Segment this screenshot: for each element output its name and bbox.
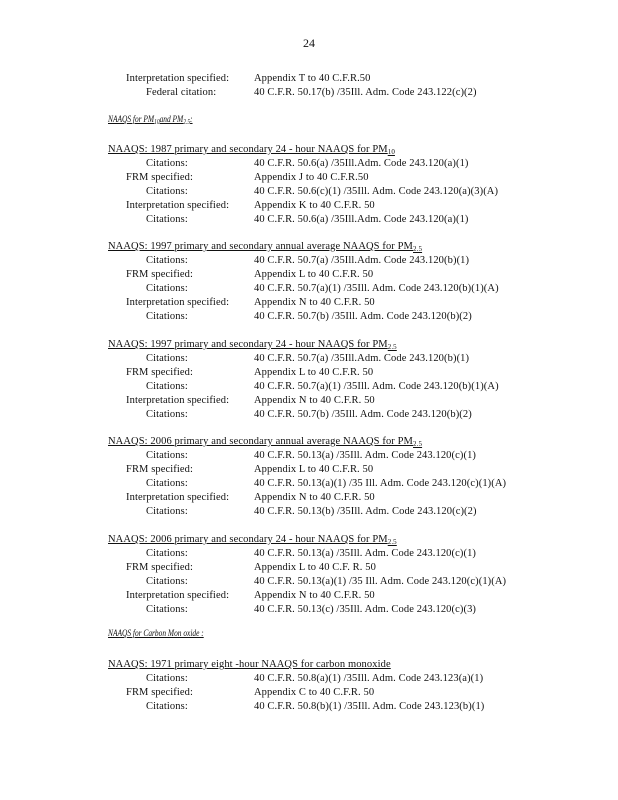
row-label: Citations: [146,576,188,587]
row-value: 40 C.F.R. 50.7(a)(1) /35Ill. Adm. Code 243.120(b)(1)(A) [254,381,499,392]
row-label: FRM specified: [126,269,194,280]
row-value: 40 C.F.R. 50.6(a) /35Ill.Adm. Code 243.120(a)(1) [254,214,469,225]
row-label: Citations: [146,255,188,266]
row-value: Appendix N to 40 C.F.R. 50 [254,590,375,601]
row-value: Appendix L to 40 C.F.R. 50 [254,464,374,475]
row-value: 40 C.F.R. 50.13(c) /35Ill. Adm. Code 243.120(c)(3) [254,604,477,615]
row-label: Citations: [146,214,188,225]
row-value: Appendix L to 40 C.F.R. 50 [254,367,374,378]
row-value: 40 C.F.R. 50.6(c)(1) /35Ill. Adm. Code 243.120(a)(3)(A) [254,186,499,197]
section-heading-co: NAAQS for Carbon Mon oxide : [108,629,204,639]
section-heading-pm-sub2: 2.5 [183,118,191,126]
row-value: 40 C.F.R. 50.13(a)(1) /35 Ill. Adm. Code 243.120(c)(1)(A) [254,576,507,587]
row-label: Interpretation specified: [126,200,230,211]
row-label: Citations: [146,673,188,684]
row-value: 40 C.F.R. 50.7(a) /35Ill.Adm. Code 243.120(b)(1) [254,255,470,266]
row-value: 40 C.F.R. 50.13(b) /35Ill. Adm. Code 243.120(c)(2) [254,506,477,517]
naaqs-heading-text: NAAQS: 1997 primary and secondary annual average NAAQS for PM [108,241,413,252]
row-label: Interpretation specified: [126,590,230,601]
top-federal-value: 40 C.F.R. 50.17(b) /35Ill. Adm. Code 243.122(c)(2) [254,87,477,98]
naaqs-heading-subscript: 2.5 [413,245,423,253]
naaqs-heading-subscript: 2.5 [413,440,423,448]
row-label: Interpretation specified: [126,492,230,503]
row-label: Citations: [146,353,188,364]
naaqs-heading-text: NAAQS: 1997 primary and secondary 24 - hour NAAQS for PM [108,339,388,350]
row-value: Appendix J to 40 C.F.R.50 [254,172,369,183]
row-label: Citations: [146,186,188,197]
section-heading-pm-end: : [190,115,193,125]
row-value: 40 C.F.R. 50.6(a) /35Ill.Adm. Code 243.120(a)(1) [254,158,469,169]
row-label: Citations: [146,381,188,392]
row-value: 40 C.F.R. 50.7(a)(1) /35Ill. Adm. Code 243.120(b)(1)(A) [254,283,499,294]
row-label: Interpretation specified: [126,395,230,406]
naaqs-heading-subscript: 2.5 [387,538,397,546]
row-label: Citations: [146,701,188,712]
top-federal-label: Federal citation: [146,87,217,98]
row-value: 40 C.F.R. 50.7(b) /35Ill. Adm. Code 243.120(b)(2) [254,311,472,322]
naaqs-heading-subscript: 2.5 [387,343,397,351]
row-label: Citations: [146,450,188,461]
row-value: 40 C.F.R. 50.13(a) /35Ill. Adm. Code 243.120(c)(1) [254,450,477,461]
row-label: Citations: [146,506,188,517]
naaqs-heading-subscript: 10 [387,148,395,156]
page-number: 24 [303,36,315,50]
row-label: Citations: [146,158,188,169]
row-label: Citations: [146,604,188,615]
row-value: Appendix L to 40 C.F.R. 50 [254,269,374,280]
row-value: Appendix N to 40 C.F.R. 50 [254,395,375,406]
section-heading-pm [108,115,193,126]
row-value: Appendix N to 40 C.F.R. 50 [254,492,375,503]
row-label: Citations: [146,283,188,294]
row-label: FRM specified: [126,172,194,183]
row-value: Appendix L to 40 C.F. R. 50 [254,562,376,573]
row-value: 40 C.F.R. 50.13(a) /35Ill. Adm. Code 243.120(c)(1) [254,548,477,559]
row-value: 40 C.F.R. 50.7(b) /35Ill. Adm. Code 243.120(b)(2) [254,409,472,420]
row-value: Appendix N to 40 C.F.R. 50 [254,297,375,308]
section-heading-pm-text: NAAQS for PM [108,115,155,125]
row-value: Appendix K to 40 C.F.R. 50 [254,200,375,211]
row-value: 40 C.F.R. 50.13(a)(1) /35 Ill. Adm. Code 243.120(c)(1)(A) [254,478,507,489]
row-value: 40 C.F.R. 50.7(a) /35Ill.Adm. Code 243.120(b)(1) [254,353,470,364]
row-value: 40 C.F.R. 50.8(a)(1) /35Ill. Adm. Code 243.123(a)(1) [254,673,484,684]
row-label: Citations: [146,311,188,322]
row-label: FRM specified: [126,562,194,573]
row-label: FRM specified: [126,464,194,475]
row-label: Citations: [146,409,188,420]
row-label: Interpretation specified: [126,297,230,308]
row-value: Appendix C to 40 C.F.R. 50 [254,687,375,698]
row-value: 40 C.F.R. 50.8(b)(1) /35Ill. Adm. Code 243.123(b)(1) [254,701,485,712]
top-interp-label: Interpretation specified: [126,73,230,84]
naaqs-heading-text: NAAQS: 1971 primary eight -hour NAAQS for carbon monoxide [108,659,391,670]
row-label: Citations: [146,548,188,559]
naaqs-heading-text: NAAQS: 2006 primary and secondary annual average NAAQS for PM [108,436,413,447]
row-label: FRM specified: [126,367,194,378]
section-heading-pm-mid: and PM [159,115,184,125]
section-heading-pm-sub1: 10 [154,118,160,126]
row-label: FRM specified: [126,687,194,698]
top-interp-value: Appendix T to 40 C.F.R.50 [254,73,371,84]
row-label: Citations: [146,478,188,489]
naaqs-heading-text: NAAQS: 1987 primary and secondary 24 - hour NAAQS for PM [108,144,388,155]
naaqs-heading-text: NAAQS: 2006 primary and secondary 24 - hour NAAQS for PM [108,534,388,545]
